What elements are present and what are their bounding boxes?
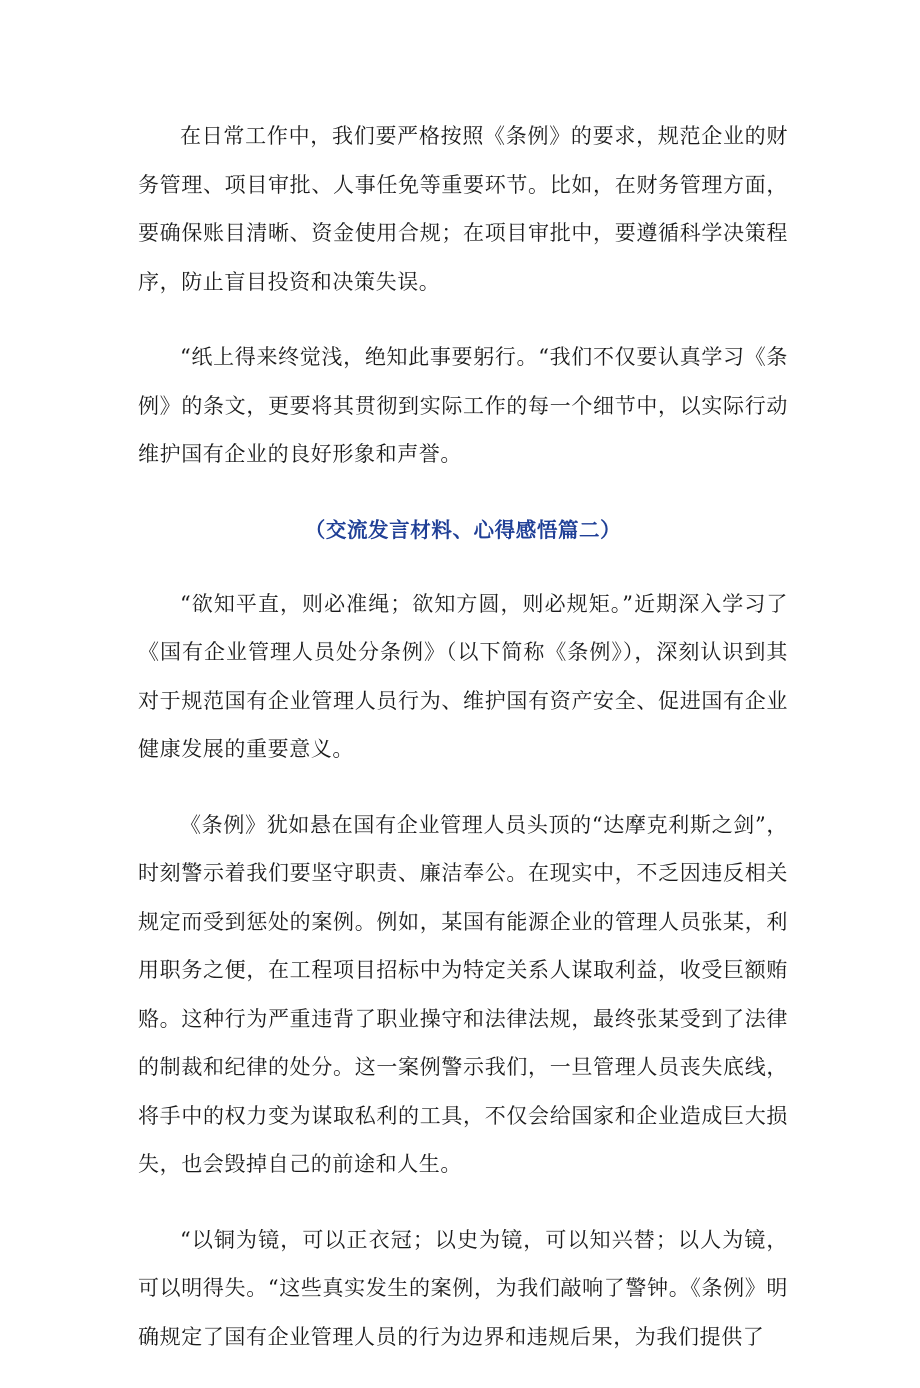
section-heading: （交流发言材料、心得感悟篇二） [304, 517, 622, 542]
paragraph-mirror-quote: “以铜为镜，可以正衣冠；以史为镜，可以知兴替；以人为镜，可以明得失。“这些真实发生的案例，为我们敲响了警钟。《条例》明确规定了国有企业管理人员的行为边界和违规后果，为我们提供了 [138, 1227, 788, 1349]
paragraph-financial-management: 在日常工作中，我们要严格按照《条例》的要求，规范企业的财务管理、项目审批、人事任免等重要环节。比如，在财务管理方面，要确保账目清晰、资金使用合规；在项目审批中，要遵循科学决策程序，防止盲目投资和决策失误。 [138, 124, 788, 294]
document-body [138, 112, 788, 1388]
paragraph-damocles-case: 《条例》犹如悬在国有企业管理人员头顶的“达摩克利斯之剑”，时刻警示着我们要坚守职责、廉洁奉公。在现实中，不乏因违反相关规定而受到惩处的案例。例如，某国有能源企业的管理人员张某，利用职务之便，在工程项目招标中为特定关系人谋取利益，收受巨额贿赂。这种行为严重违背了职业操守和法律法规，最终张某受到了法律的制裁和纪律的处分。这一案例警示我们，一旦管理人员丧失底线，将手中的权力变为谋取私利的工具，不仅会给国家和企业造成巨大损失，也会毁掉自己的前途和人生。 [138, 812, 788, 1176]
paragraph-practice-quote: “纸上得来终觉浅，绝知此事要躬行。“我们不仅要认真学习《条例》的条文，更要将其贯彻到实际工作的每一个细节中，以实际行动维护国有企业的良好形象和声誉。 [138, 345, 788, 466]
paragraph-rules-quote: “欲知平直，则必准绳；欲知方圆，则必规矩。”近期深入学习了《国有企业管理人员处分条例》（以下简称《条例》），深刻认识到其对于规范国有企业管理人员行为、维护国有资产安全、促进国有企业健康发展的重要意义。 [138, 591, 788, 761]
